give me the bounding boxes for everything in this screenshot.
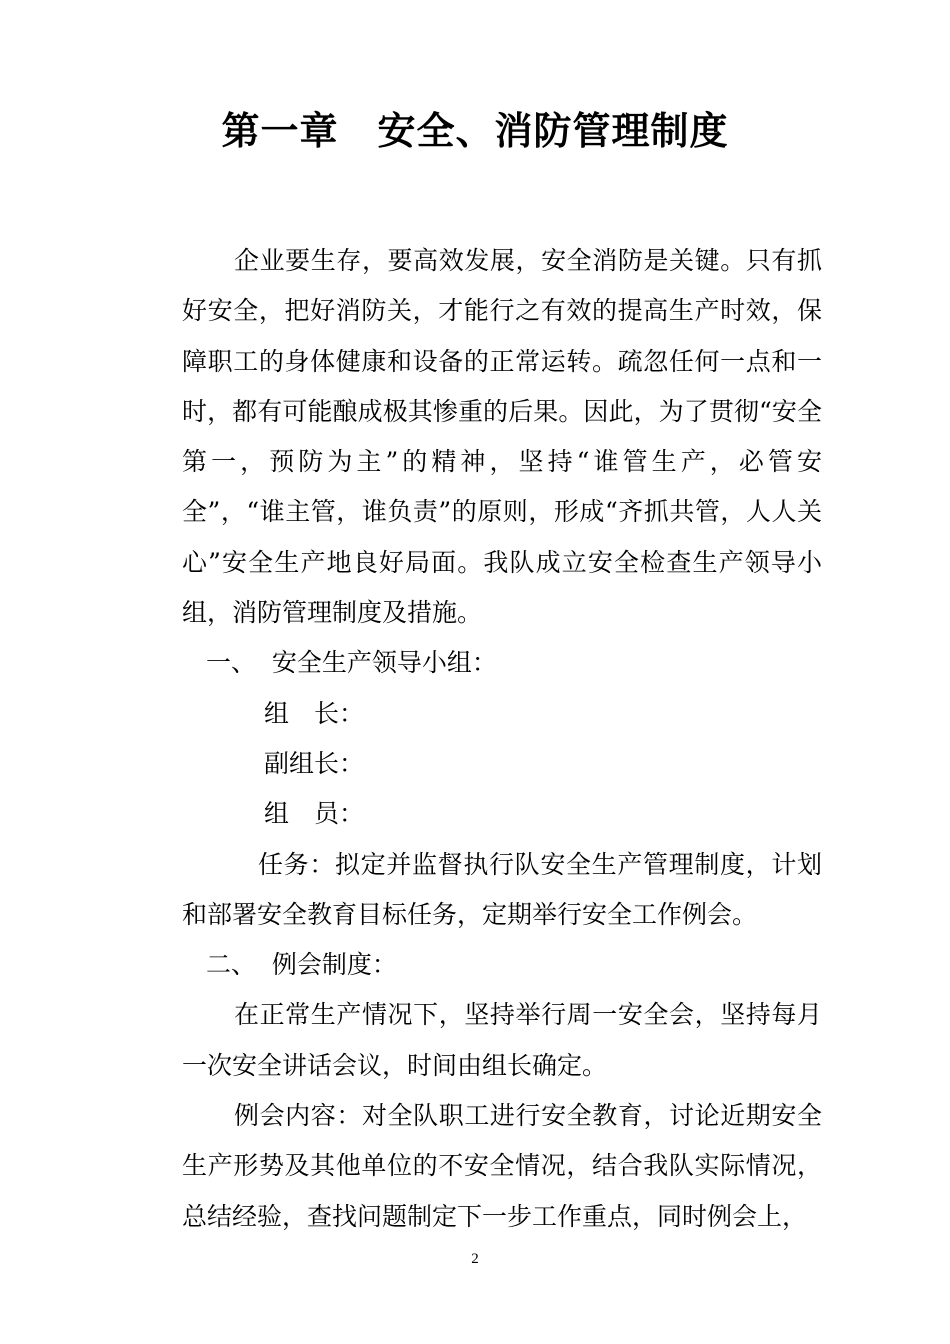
page-number: 2 (471, 1251, 479, 1267)
chapter-title: 第一章 安全、消防管理制度 (221, 109, 729, 153)
section-heading-leadership-group: 一、 安全生产领导小组： (206, 648, 497, 678)
deputy-leader-line: 副组长： (264, 748, 365, 778)
meeting-content-paragraph: 例会内容：对全队职工进行安全教育，讨论近期安全生产形势及其他单位的不安全情况，结合我队实际情况，总结经验，查找问题制定下一步工作重点，同时例会上， (182, 1101, 822, 1231)
document-body (182, 236, 822, 1242)
task-paragraph: 任务：拟定并监督执行队安全生产管理制度，计划和部署安全教育目标任务，定期举行安全工作例会。 (182, 849, 822, 929)
group-members-line: 组 员： (264, 799, 365, 829)
meeting-paragraph: 在正常生产情况下，坚持举行周一安全会，坚持每月一次安全讲话会议，时间由组长确定。 (182, 1000, 822, 1080)
intro-paragraph: 企业要生存，要高效发展，安全消防是关键。只有抓好安全，把好消防关，才能行之有效的提高生产时效，保障职工的身体健康和设备的正常运转。疏忽任何一点和一时，都有可能酿成极其惨重的后果。因此，为了贯彻“安全第一，预防为主”的精神，坚持“谁管生产，必管安全”，“谁主管，谁负责”的原则，形成“齐抓共管，人人关心”安全生产地良好局面。我队成立安全检查生产领导小组，消防管理制度及措施。 (182, 246, 822, 628)
group-leader-line: 组 长： (264, 698, 365, 728)
section-heading-meeting-system: 二、 例会制度： (206, 950, 397, 980)
